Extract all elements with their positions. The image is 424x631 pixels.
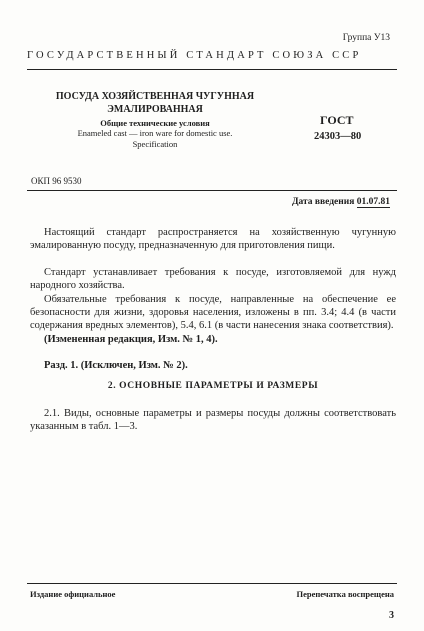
paragraph-2-1: 2.1. Виды, основные параметры и размеры посуды должны соответствовать указанным в табл. 1—3. bbox=[30, 408, 396, 433]
okp-rule bbox=[27, 190, 397, 191]
title-line-1: ПОСУДА ХОЗЯЙСТВЕННАЯ ЧУГУННАЯ bbox=[55, 91, 255, 102]
title-line-2: ЭМАЛИРОВАННАЯ bbox=[107, 104, 203, 115]
english-title-line-2: Specification bbox=[132, 139, 178, 149]
section-heading: 2. ОСНОВНЫЕ ПАРАМЕТРЫ И РАЗМЕРЫ bbox=[107, 381, 319, 391]
edition-label: Издание официальное bbox=[30, 589, 116, 599]
paragraph-scope: Настоящий стандарт распространяется на хозяйственную чугунную эмалированную посуду, предназначенную для приготовления пищи. bbox=[30, 227, 396, 252]
reprint-label: Перепечатка воспрещена bbox=[296, 589, 394, 599]
header-rule bbox=[27, 69, 397, 70]
group-code: Группа У13 bbox=[342, 33, 390, 43]
subtitle: Общие технические условия bbox=[100, 118, 210, 128]
okp-code: ОКП 96 9530 bbox=[31, 176, 82, 186]
effective-date-label: Дата введения bbox=[291, 197, 355, 207]
page-number: 3 bbox=[389, 610, 394, 621]
section-1-note: Разд. 1. (Исключен, Изм. № 2). bbox=[44, 360, 188, 371]
amendment-note: (Измененная редакция, Изм. № 1, 4). bbox=[44, 334, 218, 345]
state-standard-heading: ГОСУДАРСТВЕННЫЙ СТАНДАРТ СОЮЗА ССР bbox=[27, 50, 362, 61]
footer-rule bbox=[27, 583, 397, 584]
title-block bbox=[40, 90, 270, 150]
english-title-line-1: Enameled cast — iron ware for domestic use. bbox=[77, 128, 233, 138]
effective-date bbox=[292, 197, 390, 207]
gost-number: 24303—80 bbox=[314, 131, 362, 142]
paragraph-requirements: Стандарт устанавливает требования к посуде, изготовляемой для нужд народного хозяйства. bbox=[30, 267, 396, 292]
effective-date-value: 01.07.81 bbox=[356, 197, 390, 207]
gost-label: ГОСТ bbox=[320, 113, 354, 127]
paragraph-mandatory: Обязательные требования к посуде, направленные на обеспечение ее безопасности для жизни, здоровья населения, изложены в пп. 3.4; 4.4 (в части содержания вредных элементов), 5.4, 6.1 (в части нанесения знака соответствия). bbox=[30, 294, 396, 332]
